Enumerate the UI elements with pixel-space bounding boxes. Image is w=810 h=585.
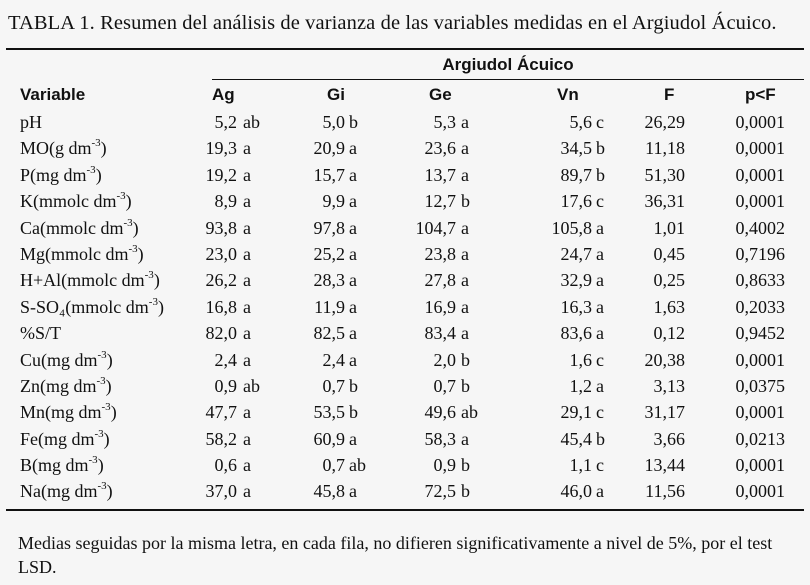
- vn-value: 1,2: [569, 375, 592, 396]
- unit-exponent: -3: [144, 269, 154, 282]
- variable-cell: [20, 244, 144, 265]
- ag-letter: a: [243, 349, 251, 370]
- ge-letter: b: [461, 455, 470, 476]
- p-value: 0,0001: [735, 191, 785, 212]
- variable-name: Cu(mg dm: [20, 349, 98, 370]
- vn-value: 45,4: [560, 428, 592, 449]
- variable-cell: [20, 218, 139, 239]
- gi-value: 0,7: [322, 375, 345, 396]
- ge-letter: a: [461, 164, 469, 185]
- ag-letter: a: [243, 402, 251, 423]
- unit-exponent: -3: [97, 348, 107, 361]
- unit-exponent: -3: [94, 427, 104, 440]
- ge-letter: a: [461, 270, 469, 291]
- ag-letter: a: [243, 455, 251, 476]
- unit-close: ): [97, 455, 104, 476]
- p-value: 0,0001: [735, 349, 785, 370]
- unit-close: ): [153, 270, 160, 291]
- variable-cell: [20, 138, 107, 159]
- gi-letter: b: [349, 375, 358, 396]
- ag-value: 26,2: [205, 270, 237, 291]
- vn-value: 5,6: [569, 112, 592, 132]
- ge-value: 16,9: [424, 296, 456, 317]
- gi-letter: ab: [349, 455, 366, 476]
- unit-close: ): [125, 191, 132, 212]
- unit-exponent: -3: [91, 137, 101, 150]
- p-value: 0,0001: [735, 164, 785, 185]
- ag-letter: a: [243, 138, 251, 159]
- table-row: [0, 189, 810, 215]
- gi-letter: a: [349, 349, 357, 370]
- variable-name: K(mmolc dm: [20, 191, 117, 212]
- gi-value: 2,4: [322, 349, 345, 370]
- gi-value: 11,9: [314, 296, 345, 317]
- header-variable: Variable: [20, 85, 86, 104]
- gi-letter: a: [349, 138, 357, 159]
- variable-cell: [20, 376, 112, 397]
- ag-letter: a: [243, 164, 251, 185]
- variable-cell: [20, 165, 102, 186]
- vn-value: 16,3: [560, 296, 592, 317]
- table-row: [0, 216, 810, 242]
- ge-value: 23,8: [424, 243, 456, 264]
- ge-letter: a: [461, 428, 469, 449]
- vn-value: 46,0: [560, 481, 592, 502]
- vn-letter: b: [596, 164, 605, 185]
- vn-value: 29,1: [560, 402, 592, 423]
- table-row: [0, 163, 810, 189]
- header-gi: Gi: [327, 85, 345, 104]
- vn-letter: c: [596, 402, 604, 423]
- ag-value: 23,0: [205, 243, 237, 264]
- unit-exponent: -3: [86, 163, 96, 176]
- ag-letter: a: [243, 428, 251, 449]
- vn-letter: a: [596, 270, 604, 291]
- ge-value: 13,7: [424, 164, 456, 185]
- ag-value: 37,0: [205, 481, 237, 502]
- p-value: 0,0001: [735, 138, 785, 159]
- ge-value: 5,3: [433, 112, 456, 132]
- vn-letter: a: [596, 217, 604, 238]
- ag-letter: a: [243, 296, 251, 317]
- variable-cell: [20, 350, 113, 371]
- gi-value: 20,9: [313, 138, 345, 159]
- ag-letter: a: [243, 270, 251, 291]
- ag-letter: ab: [243, 112, 260, 132]
- table-row: [0, 427, 810, 453]
- table-title: TABLA 1. Resumen del análisis de varianza de las variables medidas en el Argiudol Ácuico.: [8, 12, 777, 34]
- ge-letter: a: [461, 323, 469, 344]
- table-row: [0, 374, 810, 400]
- gi-value: 0,7: [322, 455, 345, 476]
- unit-exponent: -3: [128, 242, 138, 255]
- ag-value: 58,2: [205, 428, 237, 449]
- p-value: 0,8633: [735, 270, 785, 291]
- unit-close: ): [95, 164, 102, 185]
- ge-value: 72,5: [424, 481, 456, 502]
- variable-name: Zn(mg dm: [20, 375, 97, 396]
- variable-cell: [20, 455, 104, 476]
- ag-value: 47,7: [205, 402, 237, 423]
- variable-name: Fe(mg dm: [20, 428, 95, 449]
- variable-name: B(mg dm: [20, 455, 89, 476]
- unit-exponent: -3: [123, 216, 133, 229]
- table-top-rule: [6, 48, 804, 50]
- ag-value: 0,9: [214, 375, 237, 396]
- ge-letter: a: [461, 296, 469, 317]
- f-value: 11,18: [645, 138, 685, 159]
- ge-value: 104,7: [415, 217, 456, 238]
- f-value: 13,44: [644, 455, 685, 476]
- variable-cell: [20, 112, 42, 133]
- header-vn: Vn: [557, 85, 579, 104]
- ge-letter: b: [461, 349, 470, 370]
- ge-letter: b: [461, 191, 470, 212]
- ge-value: 12,7: [424, 191, 456, 212]
- ge-letter: b: [461, 375, 470, 396]
- gi-value: 45,8: [313, 481, 345, 502]
- unit-exponent: -3: [88, 454, 98, 467]
- gi-letter: a: [349, 191, 357, 212]
- gi-letter: a: [349, 428, 357, 449]
- vn-letter: a: [596, 296, 604, 317]
- ge-value: 49,6: [424, 402, 456, 423]
- table-row: [0, 453, 810, 479]
- table-row: [0, 479, 810, 505]
- vn-value: 1,1: [569, 455, 592, 476]
- f-value: 20,38: [644, 349, 685, 370]
- variable-cell: [20, 270, 160, 291]
- vn-letter: a: [596, 375, 604, 396]
- ag-value: 82,0: [205, 323, 237, 344]
- variable-name: S-SO₄(mmolc dm: [20, 296, 149, 317]
- table-row: [0, 268, 810, 294]
- header-ge: Ge: [429, 85, 452, 104]
- p-value: 0,0001: [735, 402, 785, 423]
- gi-value: 25,2: [313, 243, 345, 264]
- variable-cell: [20, 402, 117, 423]
- vn-value: 32,9: [560, 270, 592, 291]
- f-value: 0,12: [653, 323, 685, 344]
- vn-value: 83,6: [560, 323, 592, 344]
- ge-value: 2,0: [433, 349, 456, 370]
- f-value: 36,31: [644, 191, 685, 212]
- gi-letter: a: [349, 164, 357, 185]
- table-row: [0, 136, 810, 162]
- group-header-rule: [212, 79, 804, 80]
- ge-letter: a: [461, 138, 469, 159]
- gi-value: 97,8: [313, 217, 345, 238]
- vn-value: 34,5: [560, 138, 592, 159]
- unit-exponent: -3: [101, 401, 111, 414]
- gi-letter: a: [349, 296, 357, 317]
- table-row: [0, 400, 810, 426]
- f-value: 0,25: [653, 270, 685, 291]
- variable-cell: [20, 297, 164, 318]
- f-value: 51,30: [644, 164, 685, 185]
- variable-name: MO(g dm: [20, 138, 92, 159]
- ag-value: 2,4: [214, 349, 237, 370]
- ag-value: 5,2: [214, 112, 237, 132]
- p-value: 0,0001: [735, 455, 785, 476]
- unit-exponent: -3: [116, 190, 126, 203]
- ag-letter: a: [243, 243, 251, 264]
- variable-name: Na(mg dm: [20, 481, 98, 502]
- table-row: [0, 242, 810, 268]
- ag-value: 19,2: [205, 164, 237, 185]
- variable-name: %S/T: [20, 323, 62, 344]
- p-value: 0,0213: [735, 428, 785, 449]
- unit-close: ): [137, 243, 144, 264]
- vn-value: 1,6: [569, 349, 592, 370]
- ag-value: 93,8: [205, 217, 237, 238]
- f-value: 1,63: [653, 296, 685, 317]
- header-ag: Ag: [212, 85, 235, 104]
- variable-name: Ca(mmolc dm: [20, 217, 124, 238]
- vn-value: 105,8: [551, 217, 592, 238]
- ag-value: 19,3: [205, 138, 237, 159]
- vn-letter: c: [596, 112, 604, 132]
- gi-letter: b: [349, 402, 358, 423]
- p-value: 0,0375: [735, 375, 785, 396]
- f-value: 3,66: [653, 428, 685, 449]
- ag-letter: a: [243, 481, 251, 502]
- f-value: 26,29: [644, 112, 685, 132]
- unit-exponent: -3: [148, 295, 158, 308]
- table-row: [0, 348, 810, 374]
- p-value: 0,0001: [735, 112, 785, 132]
- ag-value: 16,8: [205, 296, 237, 317]
- vn-letter: a: [596, 323, 604, 344]
- variable-cell: [20, 429, 110, 450]
- gi-letter: a: [349, 323, 357, 344]
- unit-exponent: -3: [97, 480, 107, 493]
- vn-value: 89,7: [560, 164, 592, 185]
- ge-letter: ab: [461, 402, 478, 423]
- p-value: 0,9452: [735, 323, 785, 344]
- table-bottom-rule: [6, 509, 804, 511]
- unit-close: ): [110, 402, 117, 423]
- gi-letter: a: [349, 270, 357, 291]
- variable-name: P(mg dm: [20, 164, 87, 185]
- ge-value: 0,9: [433, 455, 456, 476]
- p-value: 0,2033: [735, 296, 785, 317]
- table-row: [0, 321, 810, 347]
- variable-cell: [20, 323, 61, 344]
- ge-letter: a: [461, 217, 469, 238]
- vn-letter: b: [596, 138, 605, 159]
- unit-close: ): [103, 428, 110, 449]
- variable-name: Mg(mmolc dm: [20, 243, 129, 264]
- p-value: 0,7196: [735, 243, 785, 264]
- unit-close: ): [106, 481, 113, 502]
- ag-letter: a: [243, 323, 251, 344]
- vn-letter: a: [596, 481, 604, 502]
- gi-letter: a: [349, 217, 357, 238]
- ge-letter: a: [461, 243, 469, 264]
- vn-letter: c: [596, 349, 604, 370]
- unit-close: ): [132, 217, 139, 238]
- f-value: 11,56: [645, 481, 685, 502]
- variable-cell: [20, 191, 132, 212]
- gi-value: 5,0: [322, 112, 345, 132]
- ge-value: 58,3: [424, 428, 456, 449]
- gi-value: 60,9: [313, 428, 345, 449]
- variable-name: H+Al(mmolc dm: [20, 270, 145, 291]
- vn-letter: b: [596, 428, 605, 449]
- f-value: 3,13: [653, 375, 685, 396]
- vn-value: 24,7: [560, 243, 592, 264]
- table-row: [0, 110, 810, 136]
- ge-value: 27,8: [424, 270, 456, 291]
- gi-letter: a: [349, 481, 357, 502]
- table-row: [0, 295, 810, 321]
- ge-value: 83,4: [424, 323, 456, 344]
- vn-letter: c: [596, 191, 604, 212]
- gi-value: 28,3: [313, 270, 345, 291]
- vn-letter: a: [596, 243, 604, 264]
- p-value: 0,4002: [735, 217, 785, 238]
- p-value: 0,0001: [735, 481, 785, 502]
- group-header: Argiudol Ácuico: [442, 55, 574, 74]
- f-value: 1,01: [653, 217, 685, 238]
- gi-value: 9,9: [322, 191, 345, 212]
- unit-close: ): [105, 375, 112, 396]
- gi-value: 82,5: [313, 323, 345, 344]
- ge-letter: b: [461, 481, 470, 502]
- gi-value: 15,7: [313, 164, 345, 185]
- ge-value: 23,6: [424, 138, 456, 159]
- table-body: [0, 110, 810, 506]
- variable-name: pH: [20, 112, 42, 132]
- unit-close: ): [100, 138, 107, 159]
- ag-letter: a: [243, 217, 251, 238]
- header-f: F: [664, 85, 675, 104]
- vn-letter: c: [596, 455, 604, 476]
- unit-close: ): [106, 349, 113, 370]
- f-value: 31,17: [644, 402, 685, 423]
- ge-value: 0,7: [433, 375, 456, 396]
- ag-value: 8,9: [214, 191, 237, 212]
- unit-close: ): [157, 296, 164, 317]
- gi-letter: b: [349, 112, 358, 132]
- variable-name: Mn(mg dm: [20, 402, 102, 423]
- table-footnote: Medias seguidas por la misma letra, en cada fila, no difieren significativamente a nivel de 5%, por el test LSD.: [18, 533, 773, 577]
- ag-value: 0,6: [214, 455, 237, 476]
- gi-value: 53,5: [313, 402, 345, 423]
- header-p: p<F: [745, 85, 776, 104]
- unit-exponent: -3: [96, 374, 106, 387]
- ag-letter: a: [243, 191, 251, 212]
- variable-cell: [20, 481, 113, 502]
- ge-letter: a: [461, 112, 469, 132]
- vn-value: 17,6: [560, 191, 592, 212]
- gi-letter: a: [349, 243, 357, 264]
- ag-letter: ab: [243, 375, 260, 396]
- f-value: 0,45: [653, 243, 685, 264]
